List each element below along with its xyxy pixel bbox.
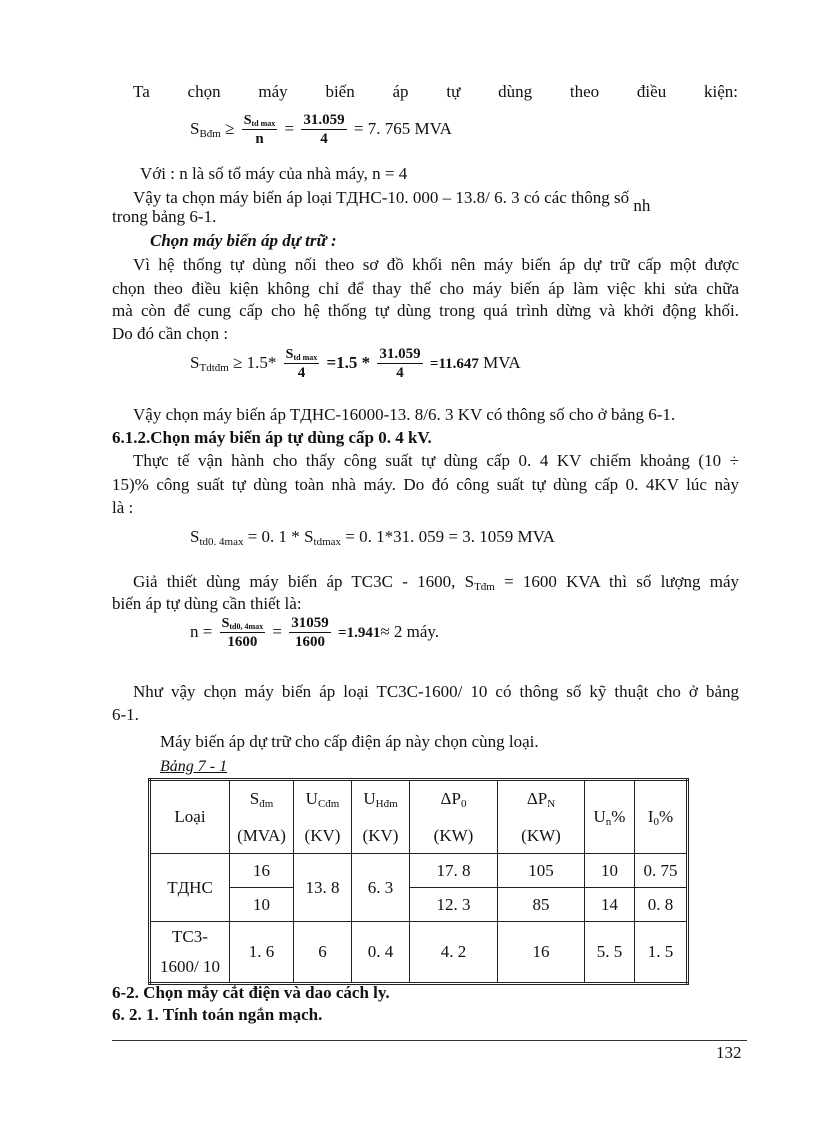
formula-td04 — [190, 527, 555, 548]
paragraph: trong bảng 6-1. — [112, 207, 217, 226]
footer-divider — [112, 1040, 747, 1041]
table-cell: 4. 2 — [410, 922, 498, 984]
header-symbol: U — [593, 806, 606, 826]
paragraph-line: Vì hệ thống tự dùng nối theo sơ đồ khối nên máy biến áp dự trữ cấp một được — [133, 255, 739, 274]
table-cell: 16 — [230, 854, 294, 888]
header-symbol: I — [647, 806, 654, 826]
header-subscript: Cđm — [317, 797, 340, 810]
paragraph-line: biến áp tự dùng cần thiết là: — [112, 594, 302, 613]
fraction-denominator: 4 — [297, 364, 306, 381]
formula-result: = 7. 765 MVA — [353, 118, 452, 138]
table-cell: 85 — [498, 888, 585, 922]
formula-term: S — [304, 527, 314, 546]
header-subscript: 0 — [653, 815, 659, 828]
header-subscript: n — [605, 815, 612, 828]
section-heading: Chọn máy biến áp dự trữ : — [150, 231, 337, 250]
fraction-term: S — [221, 615, 230, 631]
fraction — [242, 113, 278, 148]
fraction-subscript: td max — [293, 352, 318, 362]
formula-equals: = — [272, 621, 283, 641]
formula-relation: ≥ — [225, 118, 235, 138]
paragraph-text: Vậy ta chọn máy biến áp loại TДHC-10. 000 – 13.8/ 6. 3 có các thông số — [133, 188, 630, 207]
header-cell — [352, 780, 410, 854]
table-cell: 0. 4 — [352, 922, 410, 984]
section-heading: 6-2. Chọn mắy cắt điện và dao cách ly. — [112, 983, 390, 1002]
fraction — [301, 112, 346, 148]
table-cell-type — [150, 922, 230, 984]
formula-unit: MVA — [483, 352, 521, 372]
header-symbol: S — [249, 788, 260, 808]
paragraph: Vậy chọn máy biến áp TДHC-16000-13. 8/6. 3 KV có thông số cho ở bảng 6-1. — [133, 405, 676, 424]
header-subscript: đm — [259, 797, 274, 810]
header-subscript: Hđm — [375, 797, 398, 810]
fraction-denominator: 4 — [396, 365, 404, 381]
header-unit: (KW) — [433, 825, 474, 845]
transformer-spec-table — [148, 778, 689, 985]
paragraph-text: = 1600 KVA thì số lượng máy — [494, 572, 740, 591]
fraction-numerator: 31059 — [291, 615, 329, 631]
fraction-denominator: 4 — [320, 131, 328, 147]
formula-subscript: Tdtđm — [199, 361, 229, 374]
formula-equals: = 0. 1 * — [243, 527, 305, 546]
paragraph-text: Giả thiết dùng máy biến áp TC3C - 1600, — [133, 572, 465, 591]
formula-lhs: n = — [190, 621, 213, 641]
table-header-row — [150, 780, 688, 854]
formula-bdm — [190, 112, 452, 148]
type-line: TC3- — [172, 927, 208, 946]
header-cell — [635, 780, 688, 854]
fraction-subscript: td0, 4max — [229, 621, 264, 631]
table-caption: Bảng 7 - 1 — [160, 758, 228, 775]
header-cell — [294, 780, 352, 854]
table-cell: 17. 8 — [410, 854, 498, 888]
fraction-denominator: n — [255, 130, 264, 147]
table-cell-type: TДHC — [150, 854, 230, 922]
fraction-numerator: 31.059 — [379, 346, 421, 362]
table-cell: 14 — [585, 888, 635, 922]
header-cell: Loại — [150, 780, 230, 854]
table-cell: 16 — [498, 922, 585, 984]
table-cell: 1. 5 — [635, 922, 688, 984]
formula-term: S — [190, 118, 200, 138]
page-number: 132 — [716, 1043, 742, 1062]
paragraph-line: Như vậy chọn máy biến áp loại TC3C-1600/ 10 có thông số kỹ thuật cho ở bảng — [133, 682, 739, 701]
header-tail: % — [611, 806, 626, 826]
table-cell: 6 — [294, 922, 352, 984]
paragraph — [133, 572, 739, 593]
formula-equals: = — [284, 118, 295, 138]
fraction — [377, 346, 422, 382]
table-cell: 10 — [230, 888, 294, 922]
formula-mid: =1.5 * — [326, 352, 371, 372]
table-cell: 12. 3 — [410, 888, 498, 922]
table-cell: 0. 8 — [635, 888, 688, 922]
section-heading: 6.1.2.Chọn máy biến áp tự dùng cấp 0. 4 kV. — [112, 428, 432, 447]
paragraph: Với : n là số tổ máy của nhà máy, n = 4 — [140, 164, 408, 183]
formula-subscript: td0. 4max — [199, 536, 244, 548]
fraction — [284, 347, 320, 382]
header-cell — [230, 780, 294, 854]
formula-tdtdm — [190, 346, 521, 382]
formula-approx: ≈ 2 máy. — [380, 621, 440, 641]
table-cell: 6. 3 — [352, 854, 410, 922]
header-subscript: 0 — [460, 797, 467, 810]
paragraph-line: mà còn để cung cấp cho hệ thống tự dùng trong quá trình dừng và khởi động khối. — [112, 301, 739, 320]
table-cell: 5. 5 — [585, 922, 635, 984]
header-unit: (MVA) — [237, 825, 286, 845]
symbol: S — [464, 572, 475, 591]
type-line: 1600/ 10 — [160, 957, 220, 976]
symbol-subscript: Tđm — [474, 581, 495, 593]
paragraph-line: Thực tế vận hành cho thấy công suất tự dùng cấp 0. 4 KV chiếm khoảng (10 ÷ — [133, 451, 739, 470]
fraction-denominator: 1600 — [295, 634, 326, 650]
paragraph-line: 15)% công suất tự dùng toàn nhà máy. Do đó công suất tự dùng cấp 0. 4KV lúc này — [112, 475, 739, 494]
header-unit: (KV) — [304, 825, 341, 845]
header-symbol: ΔP — [526, 788, 548, 808]
fraction-term: S — [243, 112, 252, 128]
formula-subscript: Bđm — [199, 127, 221, 140]
header-symbol: ΔP — [440, 788, 461, 808]
fraction-numerator: 31.059 — [303, 112, 345, 128]
header-symbol: U — [305, 788, 318, 808]
formula-relation: ≥ 1.5* — [233, 352, 277, 372]
header-symbol: U — [363, 788, 376, 808]
formula-subscript: tdmax — [313, 536, 342, 548]
intro-paragraph: Ta chọn máy biến áp tự dùng theo điều kiện: — [133, 82, 738, 101]
table-row — [150, 922, 688, 984]
header-subscript: N — [547, 797, 556, 810]
table-cell: 10 — [585, 854, 635, 888]
paragraph-tail: nh — [633, 196, 651, 215]
formula-result: =11.647 — [429, 355, 479, 372]
fraction-subscript: td max — [251, 118, 276, 128]
paragraph-line: chọn theo điều kiện không chỉ để thay thế cho máy biến áp làm việc khi sửa chữa — [112, 279, 739, 298]
paragraph-line: 6-1. — [112, 705, 139, 724]
paragraph-line: là : — [112, 498, 134, 517]
table-row — [150, 888, 688, 922]
header-tail: % — [659, 806, 674, 826]
table-cell: 105 — [498, 854, 585, 888]
fraction-term: S — [285, 346, 294, 362]
formula-term: S — [190, 527, 200, 546]
formula-term: S — [190, 352, 200, 372]
header-cell — [410, 780, 498, 854]
header-unit: (KW) — [521, 825, 561, 845]
table-cell: 0. 75 — [635, 854, 688, 888]
table-cell: 1. 6 — [230, 922, 294, 984]
header-cell — [498, 780, 585, 854]
formula-result: =1.941 — [338, 624, 381, 641]
table-cell: 13. 8 — [294, 854, 352, 922]
table-row — [150, 854, 688, 888]
section-heading: 6. 2. 1. Tính toán ngắn mạch. — [112, 1005, 323, 1024]
header-unit: (KV) — [362, 825, 399, 845]
fraction — [220, 616, 266, 651]
header-cell — [585, 780, 635, 854]
fraction-denominator: 1600 — [227, 633, 258, 650]
paragraph-line: Do đó cần chọn : — [112, 324, 229, 343]
paragraph: Máy biến áp dự trữ cho cấp điện áp này chọn cùng loại. — [160, 732, 539, 751]
formula-n — [190, 615, 439, 651]
formula-result: = 0. 1*31. 059 = 3. 1059 MVA — [341, 527, 555, 546]
fraction — [289, 615, 331, 651]
